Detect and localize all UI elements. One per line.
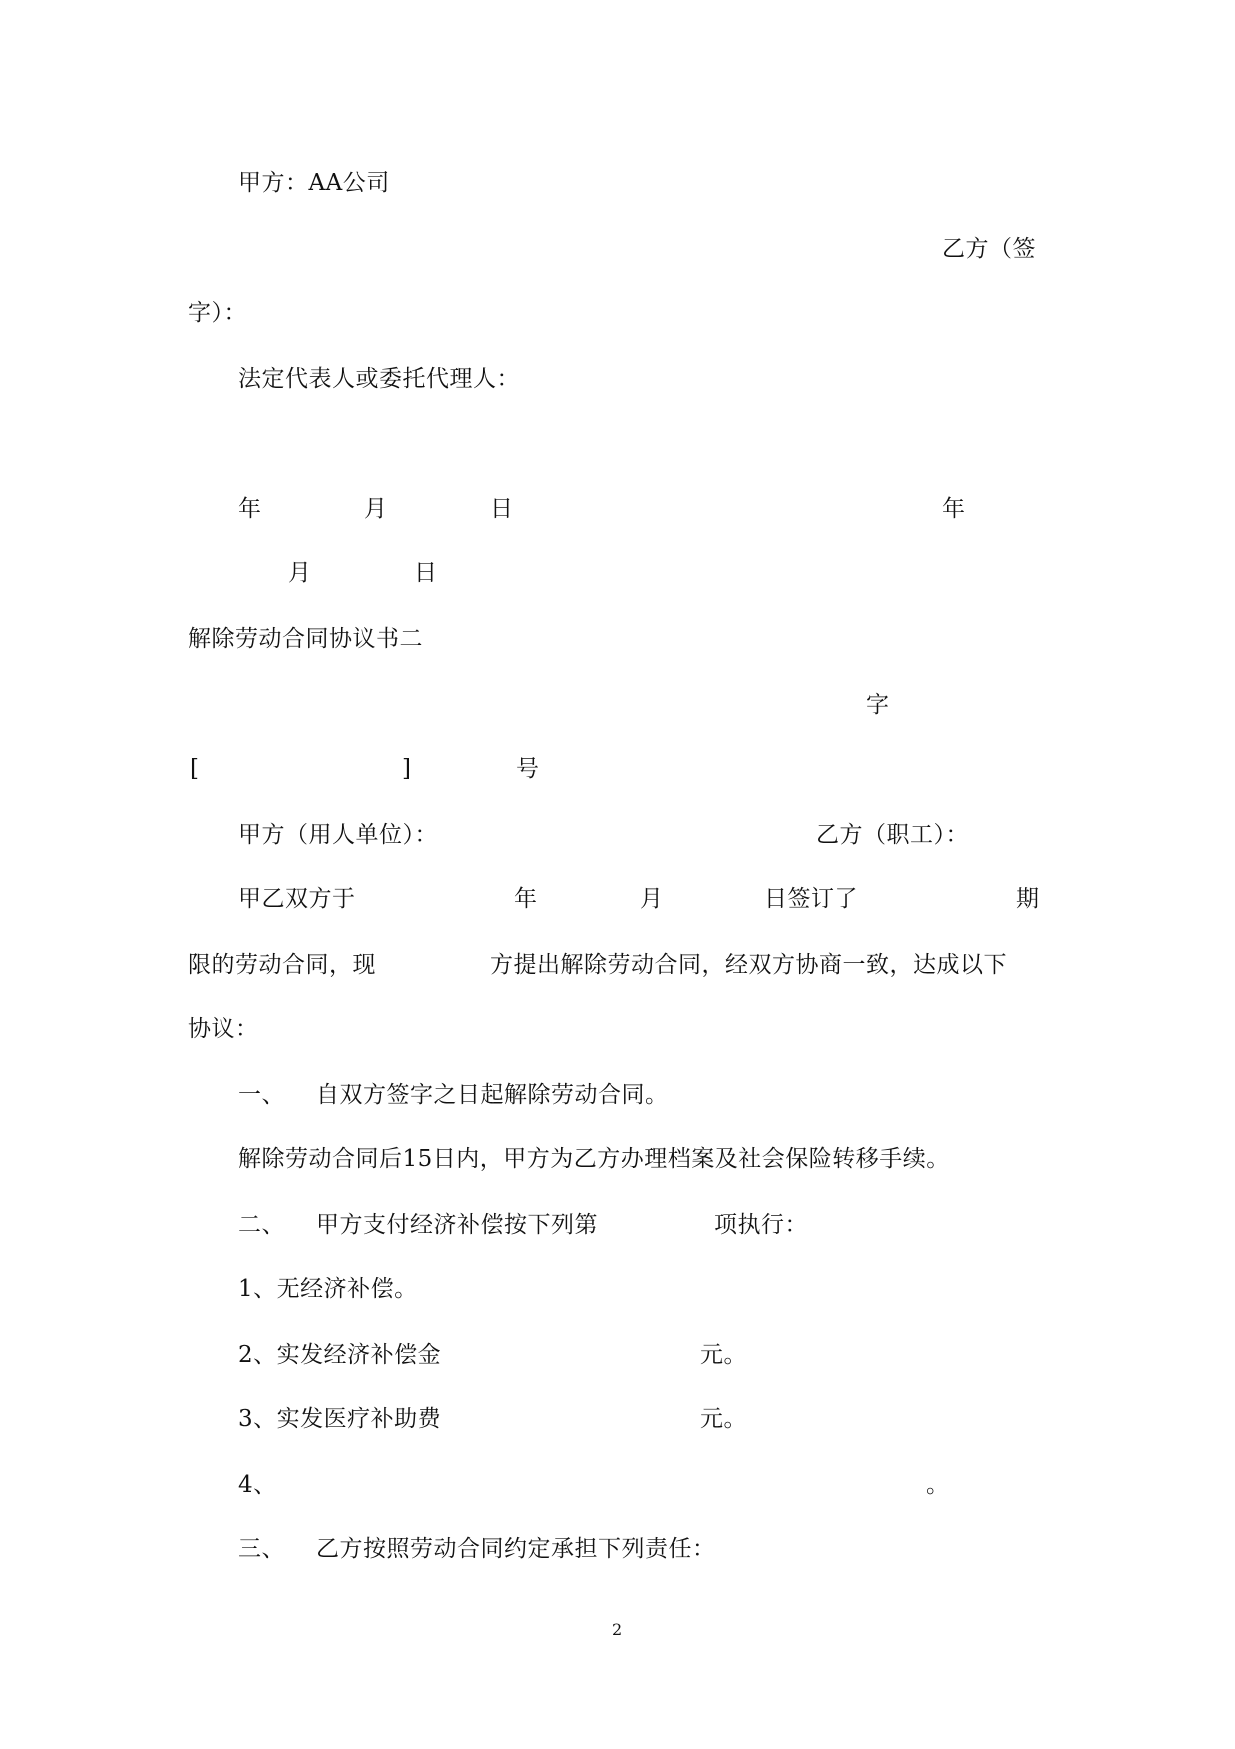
doc-number-bracket-close: ] [402, 756, 412, 782]
date-b-year: 年 [942, 496, 966, 522]
page-number: 2 [612, 1620, 623, 1639]
para-1-qi: 期 [1016, 886, 1040, 912]
date-a-year: 年 [238, 496, 262, 522]
para-1-signed: 日签订了 [764, 886, 858, 912]
option-1: 1、无经济补偿。 [238, 1276, 418, 1302]
para-1-year: 年 [514, 886, 538, 912]
party-a-employer: 甲方（用人单位）： [238, 822, 438, 848]
option-3-unit: 元。 [700, 1406, 747, 1432]
item-2-number: 二、 [238, 1212, 285, 1238]
item-3-number: 三、 [238, 1536, 285, 1562]
option-2-label: 2、实发经济补偿金 [238, 1342, 442, 1368]
party-b-employee: 乙方（职工）： [816, 822, 969, 848]
para-1-start: 甲乙双方于 [238, 886, 356, 912]
date-a-day: 日 [490, 496, 514, 522]
item-1-detail: 解除劳动合同后15日内，甲方为乙方办理档案及社会保险转移手续。 [238, 1146, 950, 1172]
item-3-text: 乙方按照劳动合同约定承担下列责任： [316, 1536, 716, 1562]
date-b-month: 月 [288, 560, 312, 586]
option-4-label: 4、 [238, 1472, 277, 1498]
date-a-month: 月 [364, 496, 388, 522]
date-b-day: 日 [414, 560, 438, 586]
option-4-end: 。 [926, 1472, 950, 1498]
item-2-text: 甲方支付经济补偿按下列第 [316, 1212, 598, 1238]
document-title: 解除劳动合同协议书二 [188, 626, 423, 652]
item-2-exec: 项执行： [714, 1212, 808, 1238]
item-1-text: 自双方签字之日起解除劳动合同。 [316, 1082, 669, 1108]
item-1-number: 一、 [238, 1082, 285, 1108]
option-2-unit: 元。 [700, 1342, 747, 1368]
party-a-company: 甲方：AA公司 [238, 170, 390, 196]
para-2-end: 方提出解除劳动合同，经双方协商一致，达成以下 [490, 952, 1007, 978]
party-b-sign-line1: 乙方（签 [942, 236, 1036, 262]
party-b-sign-line2: 字）： [188, 300, 247, 326]
option-3-label: 3、实发医疗补助费 [238, 1406, 442, 1432]
para-1-month: 月 [640, 886, 664, 912]
doc-number-zi: 字 [866, 692, 890, 718]
doc-number-bracket-open: [ [190, 756, 200, 782]
legal-representative: 法定代表人或委托代理人： [238, 366, 520, 392]
para-2-start: 限的劳动合同，现 [188, 952, 376, 978]
para-3: 协议： [188, 1016, 259, 1042]
doc-number-hao: 号 [516, 756, 540, 782]
